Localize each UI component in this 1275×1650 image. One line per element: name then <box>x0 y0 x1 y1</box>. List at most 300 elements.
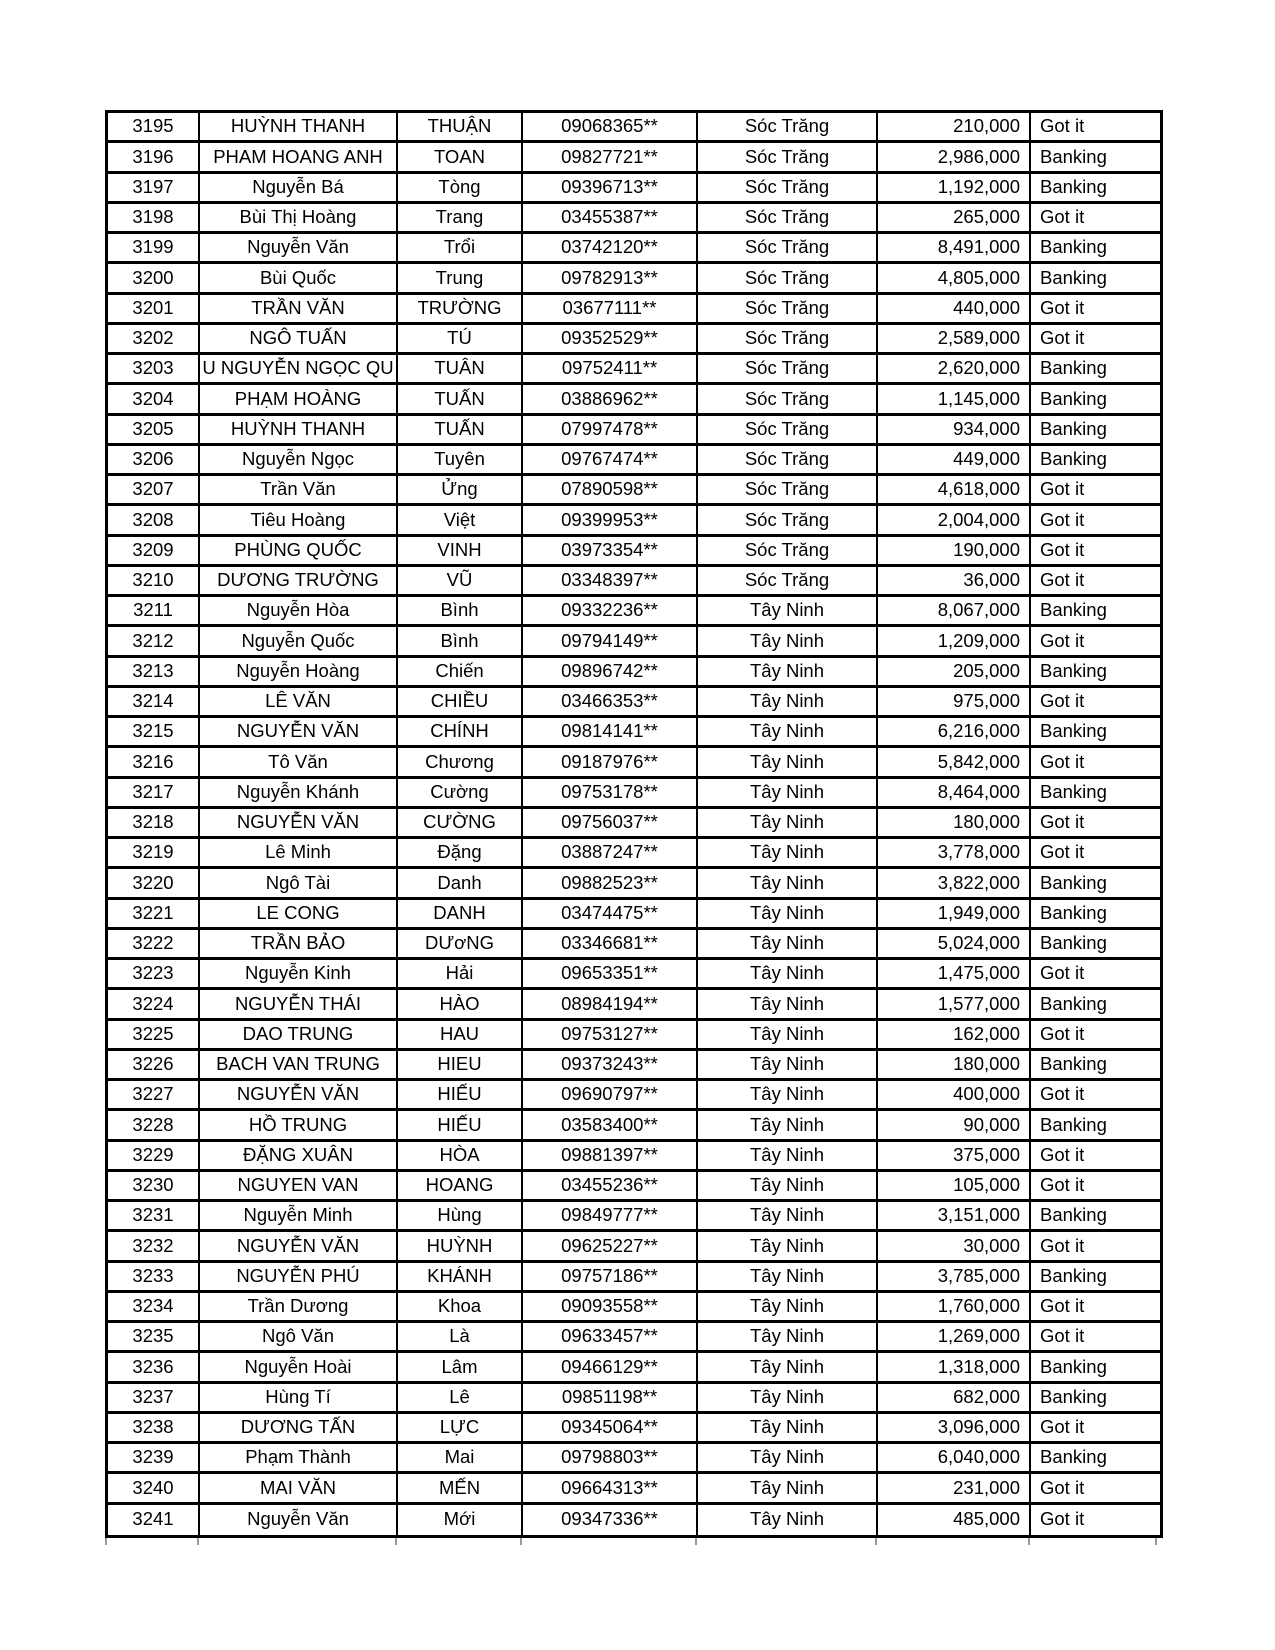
status-cell: Banking <box>1031 1444 1160 1474</box>
row-id-cell: 3217 <box>108 779 200 809</box>
last-name-cell: Mới <box>398 1505 523 1535</box>
amount-cell: 1,269,000 <box>878 1323 1031 1353</box>
last-name-cell: Là <box>398 1323 523 1353</box>
status-cell: Banking <box>1031 900 1160 930</box>
last-name-cell: CƯỜNG <box>398 809 523 839</box>
first-name-cell: Ngô Văn <box>200 1323 398 1353</box>
last-name-cell: TUẤN <box>398 416 523 446</box>
province-cell: Tây Ninh <box>698 1051 878 1081</box>
last-name-cell: Lê <box>398 1384 523 1414</box>
amount-cell: 6,040,000 <box>878 1444 1031 1474</box>
first-name-cell: PHẠM HOÀNG <box>200 385 398 415</box>
amount-cell: 3,778,000 <box>878 839 1031 869</box>
row-id-cell: 3197 <box>108 174 200 204</box>
province-cell: Tây Ninh <box>698 1353 878 1383</box>
province-cell: Tây Ninh <box>698 658 878 688</box>
first-name-cell: Nguyễn Kinh <box>200 960 398 990</box>
first-name-cell: HUỲNH THANH <box>200 113 398 143</box>
status-cell: Got it <box>1031 1142 1160 1172</box>
first-name-cell: DAO TRUNG <box>200 1021 398 1051</box>
first-name-cell: TRẦN VĂN <box>200 295 398 325</box>
row-id-cell: 3241 <box>108 1505 200 1535</box>
recipients-table <box>105 110 1163 1538</box>
status-cell: Banking <box>1031 718 1160 748</box>
last-name-cell: LỰC <box>398 1414 523 1444</box>
phone-number-cell: 09633457** <box>523 1323 698 1353</box>
last-name-cell: HUỲNH <box>398 1232 523 1262</box>
province-cell: Sóc Trăng <box>698 143 878 173</box>
phone-number-cell: 09345064** <box>523 1414 698 1444</box>
amount-cell: 1,192,000 <box>878 174 1031 204</box>
province-cell: Tây Ninh <box>698 869 878 899</box>
phone-number-cell: 09896742** <box>523 658 698 688</box>
province-cell: Sóc Trăng <box>698 416 878 446</box>
row-id-cell: 3224 <box>108 990 200 1020</box>
row-id-cell: 3233 <box>108 1263 200 1293</box>
row-id-cell: 3227 <box>108 1081 200 1111</box>
first-name-cell: Bùi Quốc <box>200 264 398 294</box>
first-name-cell: PHÙNG QUỐC <box>200 537 398 567</box>
first-name-cell: BACH VAN TRUNG <box>200 1051 398 1081</box>
status-cell: Banking <box>1031 416 1160 446</box>
amount-cell: 1,209,000 <box>878 627 1031 657</box>
clipped-gridline <box>1028 1538 1030 1545</box>
amount-cell: 105,000 <box>878 1172 1031 1202</box>
row-id-cell: 3196 <box>108 143 200 173</box>
first-name-cell: NGUYỄN VĂN <box>200 1081 398 1111</box>
amount-cell: 8,067,000 <box>878 597 1031 627</box>
phone-number-cell: 09332236** <box>523 597 698 627</box>
status-cell: Banking <box>1031 143 1160 173</box>
amount-cell: 30,000 <box>878 1232 1031 1262</box>
last-name-cell: HÀO <box>398 990 523 1020</box>
first-name-cell: PHAM HOANG ANH <box>200 143 398 173</box>
row-id-cell: 3223 <box>108 960 200 990</box>
last-name-cell: KHÁNH <box>398 1263 523 1293</box>
amount-cell: 682,000 <box>878 1384 1031 1414</box>
province-cell: Tây Ninh <box>698 990 878 1020</box>
phone-number-cell: 09399953** <box>523 506 698 536</box>
province-cell: Tây Ninh <box>698 1021 878 1051</box>
phone-number-cell: 09753127** <box>523 1021 698 1051</box>
clipped-gridline <box>695 1538 697 1545</box>
first-name-cell: Phạm Thành <box>200 1444 398 1474</box>
row-id-cell: 3200 <box>108 264 200 294</box>
status-cell: Banking <box>1031 779 1160 809</box>
amount-cell: 2,986,000 <box>878 143 1031 173</box>
amount-cell: 231,000 <box>878 1474 1031 1504</box>
status-cell: Got it <box>1031 567 1160 597</box>
status-cell: Banking <box>1031 597 1160 627</box>
first-name-cell: NGUYỄN VĂN <box>200 809 398 839</box>
status-cell: Got it <box>1031 476 1160 506</box>
province-cell: Sóc Trăng <box>698 567 878 597</box>
row-id-cell: 3198 <box>108 204 200 234</box>
first-name-cell: LE CONG <box>200 900 398 930</box>
last-name-cell: Đặng <box>398 839 523 869</box>
last-name-cell: THUẬN <box>398 113 523 143</box>
last-name-cell: VINH <box>398 537 523 567</box>
phone-number-cell: 03346681** <box>523 930 698 960</box>
last-name-cell: Chương <box>398 748 523 778</box>
first-name-cell: NGUYỄN THÁI <box>200 990 398 1020</box>
amount-cell: 934,000 <box>878 416 1031 446</box>
last-name-cell: CHÍNH <box>398 718 523 748</box>
amount-cell: 1,577,000 <box>878 990 1031 1020</box>
first-name-cell: Nguyễn Ngọc <box>200 446 398 476</box>
phone-number-cell: 07890598** <box>523 476 698 506</box>
amount-cell: 4,618,000 <box>878 476 1031 506</box>
last-name-cell: Trung <box>398 264 523 294</box>
first-name-cell: NGUYEN VAN <box>200 1172 398 1202</box>
first-name-cell: Tô Văn <box>200 748 398 778</box>
amount-cell: 8,491,000 <box>878 234 1031 264</box>
status-cell: Got it <box>1031 688 1160 718</box>
amount-cell: 449,000 <box>878 446 1031 476</box>
phone-number-cell: 08984194** <box>523 990 698 1020</box>
province-cell: Tây Ninh <box>698 748 878 778</box>
last-name-cell: HAU <box>398 1021 523 1051</box>
row-id-cell: 3228 <box>108 1111 200 1141</box>
amount-cell: 205,000 <box>878 658 1031 688</box>
first-name-cell: Ngô Tài <box>200 869 398 899</box>
phone-number-cell: 09798803** <box>523 1444 698 1474</box>
phone-number-cell: 09187976** <box>523 748 698 778</box>
last-name-cell: MẾN <box>398 1474 523 1504</box>
amount-cell: 1,475,000 <box>878 960 1031 990</box>
clipped-gridline <box>1155 1538 1157 1545</box>
first-name-cell: NGÔ TUẤN <box>200 325 398 355</box>
status-cell: Banking <box>1031 1353 1160 1383</box>
province-cell: Sóc Trăng <box>698 537 878 567</box>
amount-cell: 440,000 <box>878 295 1031 325</box>
province-cell: Tây Ninh <box>698 1111 878 1141</box>
amount-cell: 2,620,000 <box>878 355 1031 385</box>
phone-number-cell: 09882523** <box>523 869 698 899</box>
province-cell: Sóc Trăng <box>698 234 878 264</box>
phone-number-cell: 09767474** <box>523 446 698 476</box>
phone-number-cell: 09794149** <box>523 627 698 657</box>
province-cell: Sóc Trăng <box>698 174 878 204</box>
status-cell: Got it <box>1031 537 1160 567</box>
phone-number-cell: 09881397** <box>523 1142 698 1172</box>
status-cell: Got it <box>1031 1323 1160 1353</box>
last-name-cell: HÒA <box>398 1142 523 1172</box>
phone-number-cell: 09373243** <box>523 1051 698 1081</box>
province-cell: Tây Ninh <box>698 1232 878 1262</box>
first-name-cell: Bùi Thị Hoàng <box>200 204 398 234</box>
status-cell: Banking <box>1031 1202 1160 1232</box>
first-name-cell: NGUYỄN PHÚ <box>200 1263 398 1293</box>
phone-number-cell: 09756037** <box>523 809 698 839</box>
first-name-cell: Trần Dương <box>200 1293 398 1323</box>
last-name-cell: HIEU <box>398 1051 523 1081</box>
row-id-cell: 3202 <box>108 325 200 355</box>
status-cell: Got it <box>1040 1508 1085 1530</box>
row-id-cell: 3199 <box>108 234 200 264</box>
amount-cell: 3,785,000 <box>878 1263 1031 1293</box>
status-cell: Got it <box>1031 960 1160 990</box>
province-cell: Tây Ninh <box>698 839 878 869</box>
row-id-cell: 3235 <box>108 1323 200 1353</box>
last-name-cell: Hải <box>398 960 523 990</box>
first-name-cell: Nguyễn Hoài <box>200 1353 398 1383</box>
clipped-gridline <box>395 1538 397 1545</box>
amount-cell: 265,000 <box>878 204 1031 234</box>
status-cell: Got it <box>1031 506 1160 536</box>
amount-cell: 1,318,000 <box>878 1353 1031 1383</box>
last-name-cell: TÚ <box>398 325 523 355</box>
province-cell: Sóc Trăng <box>698 476 878 506</box>
row-id-cell: 3230 <box>108 1172 200 1202</box>
last-name-cell: Ửng <box>398 476 523 506</box>
first-name-cell: LÊ VĂN <box>200 688 398 718</box>
row-id-cell: 3205 <box>108 416 200 446</box>
row-id-cell: 3232 <box>108 1232 200 1262</box>
province-cell: Tây Ninh <box>698 1384 878 1414</box>
amount-cell: 485,000 <box>878 1505 1031 1535</box>
province-cell: Tây Ninh <box>698 1263 878 1293</box>
last-name-cell: Chiến <box>398 658 523 688</box>
phone-number-cell: 09827721** <box>523 143 698 173</box>
last-name-cell: TUẤN <box>398 385 523 415</box>
last-name-cell: Hùng <box>398 1202 523 1232</box>
province-cell: Tây Ninh <box>698 718 878 748</box>
phone-number-cell: 03886962** <box>523 385 698 415</box>
province-cell: Sóc Trăng <box>698 355 878 385</box>
clipped-gridline <box>875 1538 877 1545</box>
amount-cell: 3,096,000 <box>878 1414 1031 1444</box>
amount-cell: 6,216,000 <box>878 718 1031 748</box>
phone-number-cell: 09352529** <box>523 325 698 355</box>
first-name-cell: NGUYỄN VĂN <box>200 718 398 748</box>
phone-number-cell: 09625227** <box>523 1232 698 1262</box>
row-id-cell: 3218 <box>108 809 200 839</box>
phone-number-cell: 03887247** <box>523 839 698 869</box>
row-id-cell: 3213 <box>108 658 200 688</box>
row-id-cell: 3214 <box>108 688 200 718</box>
first-name-cell: Nguyễn Văn <box>200 1505 398 1535</box>
row-id-cell: 3236 <box>108 1353 200 1383</box>
amount-cell: 1,145,000 <box>878 385 1031 415</box>
status-cell: Got it <box>1031 809 1160 839</box>
amount-cell: 3,151,000 <box>878 1202 1031 1232</box>
row-id-cell: 3226 <box>108 1051 200 1081</box>
amount-cell: 5,842,000 <box>878 748 1031 778</box>
status-cell: Got it <box>1031 1474 1160 1504</box>
phone-number-cell: 07997478** <box>523 416 698 446</box>
clipped-gridline <box>520 1538 522 1545</box>
phone-number-cell: 09752411** <box>523 355 698 385</box>
phone-number-cell: 09068365** <box>523 113 698 143</box>
amount-cell: 162,000 <box>878 1021 1031 1051</box>
last-name-cell: Khoa <box>398 1293 523 1323</box>
status-cell: Banking <box>1031 658 1160 688</box>
status-cell: Banking <box>1031 990 1160 1020</box>
phone-number-cell: 03474475** <box>523 900 698 930</box>
first-name-cell: U NGUYỄN NGỌC QU <box>200 355 398 385</box>
status-cell: Banking <box>1031 446 1160 476</box>
status-cell: Got it <box>1031 1414 1160 1444</box>
last-name-cell: Việt <box>398 506 523 536</box>
last-name-cell: Mai <box>398 1444 523 1474</box>
first-name-cell: DƯƠNG TRƯỜNG <box>200 567 398 597</box>
first-name-cell: NGUYỄN VĂN <box>200 1232 398 1262</box>
status-cell: Banking <box>1031 264 1160 294</box>
row-id-cell: 3240 <box>108 1474 200 1504</box>
last-name-cell: Trang <box>398 204 523 234</box>
last-name-cell: HOANG <box>398 1172 523 1202</box>
amount-cell: 375,000 <box>878 1142 1031 1172</box>
status-cell: Got it <box>1031 1081 1160 1111</box>
row-id-cell: 3221 <box>108 900 200 930</box>
row-id-cell: 3222 <box>108 930 200 960</box>
province-cell: Sóc Trăng <box>698 506 878 536</box>
phone-number-cell: 09757186** <box>523 1263 698 1293</box>
province-cell: Sóc Trăng <box>698 264 878 294</box>
row-id-cell: 3231 <box>108 1202 200 1232</box>
status-cell: Got it <box>1031 1293 1160 1323</box>
last-name-cell: Cường <box>398 779 523 809</box>
status-cell: Got it <box>1031 325 1160 355</box>
phone-number-cell: 09093558** <box>523 1293 698 1323</box>
row-id-cell: 3195 <box>108 113 200 143</box>
status-cell: Banking <box>1031 1384 1160 1414</box>
row-id-cell: 3239 <box>108 1444 200 1474</box>
last-name-cell: Lâm <box>398 1353 523 1383</box>
amount-cell: 36,000 <box>878 567 1031 597</box>
clipped-gridline <box>105 1538 107 1545</box>
last-name-cell: Trổi <box>398 234 523 264</box>
status-cell: Banking <box>1031 355 1160 385</box>
row-id-cell: 3208 <box>108 506 200 536</box>
province-cell: Sóc Trăng <box>698 204 878 234</box>
status-cell: Got it <box>1031 627 1160 657</box>
last-name-cell: HIẾU <box>398 1081 523 1111</box>
amount-cell: 1,760,000 <box>878 1293 1031 1323</box>
amount-cell: 210,000 <box>878 113 1031 143</box>
status-cell: Got it <box>1031 1021 1160 1051</box>
province-cell: Tây Ninh <box>698 1172 878 1202</box>
last-name-cell: TUÂN <box>398 355 523 385</box>
status-cell: Banking <box>1031 869 1160 899</box>
province-cell: Tây Ninh <box>698 1202 878 1232</box>
first-name-cell: Nguyễn Khánh <box>200 779 398 809</box>
first-name-cell: Nguyễn Minh <box>200 1202 398 1232</box>
amount-cell: 975,000 <box>878 688 1031 718</box>
province-cell: Tây Ninh <box>698 1323 878 1353</box>
phone-number-cell: 09466129** <box>523 1353 698 1383</box>
first-name-cell: Tiêu Hoàng <box>200 506 398 536</box>
status-cell: Got it <box>1031 295 1160 325</box>
first-name-cell: Trần Văn <box>200 476 398 506</box>
province-cell: Tây Ninh <box>698 1142 878 1172</box>
row-id-cell: 3207 <box>108 476 200 506</box>
province-cell: Sóc Trăng <box>698 385 878 415</box>
first-name-cell: DƯƠNG TẤN <box>200 1414 398 1444</box>
phone-number-cell: 09814141** <box>523 718 698 748</box>
status-cell: Banking <box>1031 174 1160 204</box>
last-name-cell: TRƯỜNG <box>398 295 523 325</box>
province-cell: Tây Ninh <box>698 688 878 718</box>
amount-cell: 5,024,000 <box>878 930 1031 960</box>
clipped-gridline <box>197 1538 199 1545</box>
last-name-cell: VŨ <box>398 567 523 597</box>
last-name-cell: Danh <box>398 869 523 899</box>
last-name-cell: Tuyên <box>398 446 523 476</box>
first-name-cell: Nguyễn Văn <box>200 234 398 264</box>
row-id-cell: 3225 <box>108 1021 200 1051</box>
province-cell: Tây Ninh <box>698 930 878 960</box>
amount-cell: 2,004,000 <box>878 506 1031 536</box>
row-id-cell: 3234 <box>108 1293 200 1323</box>
province-cell: Sóc Trăng <box>698 113 878 143</box>
row-id-cell: 3219 <box>108 839 200 869</box>
status-cell: Banking <box>1031 930 1160 960</box>
row-id-cell: 3238 <box>108 1414 200 1444</box>
phone-number-cell: 03466353** <box>523 688 698 718</box>
first-name-cell: Lê Minh <box>200 839 398 869</box>
row-id-cell: 3210 <box>108 567 200 597</box>
province-cell: Tây Ninh <box>698 1414 878 1444</box>
first-name-cell: MAI VĂN <box>200 1474 398 1504</box>
province-cell: Tây Ninh <box>698 1474 878 1504</box>
row-id-cell: 3212 <box>108 627 200 657</box>
last-name-cell: HIẾU <box>398 1111 523 1141</box>
first-name-cell: ĐẶNG XUÂN <box>200 1142 398 1172</box>
phone-number-cell: 09664313** <box>523 1474 698 1504</box>
province-cell: Tây Ninh <box>698 779 878 809</box>
amount-cell: 190,000 <box>878 537 1031 567</box>
last-name-cell: Tòng <box>398 174 523 204</box>
amount-cell: 8,464,000 <box>878 779 1031 809</box>
phone-number-cell: 03742120** <box>523 234 698 264</box>
row-id-cell: 3204 <box>108 385 200 415</box>
phone-number-cell: 09782913** <box>523 264 698 294</box>
row-id-cell: 3216 <box>108 748 200 778</box>
phone-number-cell: 03583400** <box>523 1111 698 1141</box>
province-cell: Tây Ninh <box>698 1293 878 1323</box>
last-name-cell: DƯơNG <box>398 930 523 960</box>
amount-cell: 3,822,000 <box>878 869 1031 899</box>
province-cell: Tây Ninh <box>698 900 878 930</box>
province-cell: Sóc Trăng <box>698 325 878 355</box>
last-name-cell: DANH <box>398 900 523 930</box>
last-name-cell: TOAN <box>398 143 523 173</box>
phone-number-cell: 09690797** <box>523 1081 698 1111</box>
row-id-cell: 3211 <box>108 597 200 627</box>
first-name-cell: Hùng Tí <box>200 1384 398 1414</box>
phone-number-cell: 03677111** <box>523 295 698 325</box>
province-cell: Tây Ninh <box>698 627 878 657</box>
first-name-cell: Nguyễn Hòa <box>200 597 398 627</box>
status-cell: Banking <box>1031 385 1160 415</box>
phone-number-cell: 09347336** <box>523 1505 698 1535</box>
row-id-cell: 3203 <box>108 355 200 385</box>
phone-number-cell: 03455387** <box>523 204 698 234</box>
amount-cell: 180,000 <box>878 1051 1031 1081</box>
amount-cell: 180,000 <box>878 809 1031 839</box>
first-name-cell: HỒ TRUNG <box>200 1111 398 1141</box>
phone-number-cell: 09753178** <box>523 779 698 809</box>
row-id-cell: 3229 <box>108 1142 200 1172</box>
province-cell: Tây Ninh <box>698 809 878 839</box>
row-id-cell: 3201 <box>108 295 200 325</box>
first-name-cell: HUỲNH THANH <box>200 416 398 446</box>
province-cell: Tây Ninh <box>698 597 878 627</box>
province-cell: Tây Ninh <box>698 1505 878 1535</box>
row-id-cell: 3209 <box>108 537 200 567</box>
